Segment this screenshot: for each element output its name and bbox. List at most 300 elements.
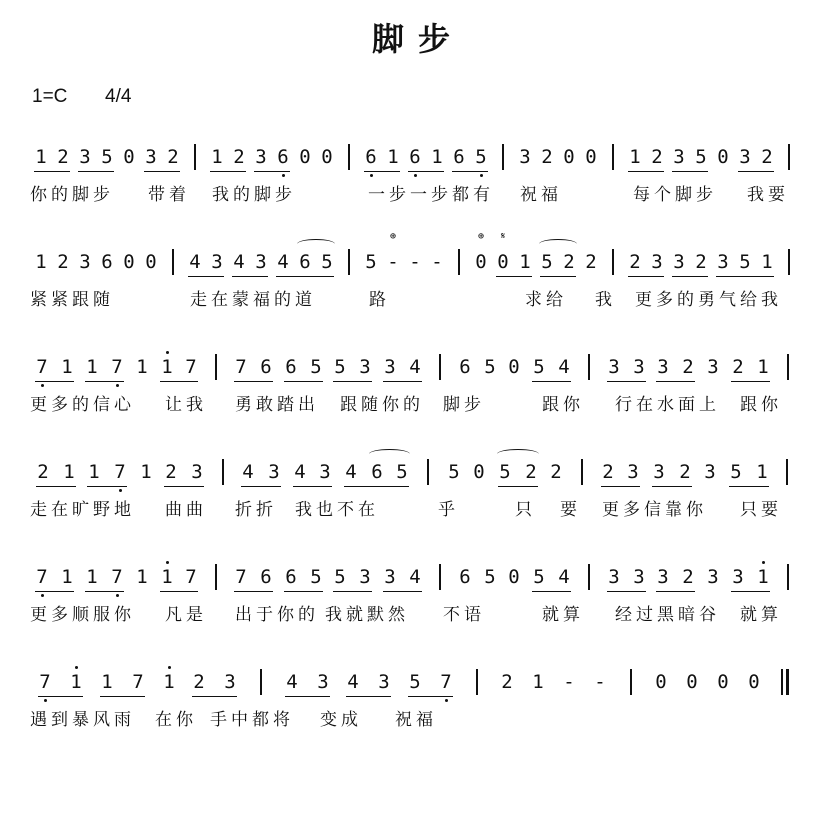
bar-line [439,354,441,380]
note: 2 [501,671,513,693]
note: 3 [717,251,729,273]
note: - [431,251,443,273]
note: 1 [86,356,98,378]
lyric-phrase: 让我 [165,395,207,415]
note: 1 [161,566,173,588]
note: 6 [409,146,421,168]
note: 1 [63,461,75,483]
lyric-phrase: 脚步 [443,395,485,415]
lyric-phrase: 我要 [747,185,789,205]
low-octave-dot [480,174,483,177]
score-line [30,140,815,220]
beam-underline [160,381,198,382]
beam-underline [285,696,330,697]
note: 3 [608,566,620,588]
bar-line [439,564,441,590]
note: - [409,251,421,273]
note: 5 [101,146,113,168]
note: 2 [732,356,744,378]
bar-line [427,459,429,485]
beam-underline [628,171,664,172]
note: 2 [550,461,562,483]
note: 3 [519,146,531,168]
bar-line [502,144,504,170]
note: 3 [384,566,396,588]
note: 3 [319,461,331,483]
lyric-phrase: 乎 [438,500,459,520]
note: 0 [655,671,667,693]
note: 6 [101,251,113,273]
high-octave-dot [166,351,169,354]
lyric-phrase: 你的脚步 [30,185,114,205]
note: 5 [533,356,545,378]
bar-line [612,249,614,275]
note: 0 [563,146,575,168]
note: 2 [679,461,691,483]
lyric-phrase: 祝福 [395,710,437,730]
high-octave-dot [762,561,765,564]
note: 5 [739,251,751,273]
bar-line [172,249,174,275]
notation-line [30,665,815,699]
beam-underline [78,171,114,172]
beam-underline [164,486,204,487]
lyric-phrase: 更多的信心 [30,395,135,415]
beam-underline [601,486,640,487]
lyrics-line [30,180,815,208]
note: 2 [57,251,69,273]
low-octave-dot [370,174,373,177]
bar-line [348,249,350,275]
beam-underline [35,591,74,592]
bar-line [786,459,788,485]
beam-underline [383,381,422,382]
beam-underline [364,171,400,172]
note: 2 [233,146,245,168]
low-octave-dot [119,489,122,492]
lyric-phrase: 折折 [235,500,277,520]
beam-underline [408,171,444,172]
beam-underline [234,591,273,592]
note: 1 [519,251,531,273]
lyric-phrase: 就算 [740,605,782,625]
note: 3 [633,566,645,588]
beam-underline [87,486,127,487]
lyrics-line [30,705,815,733]
lyric-phrase: 一步一步都有 [368,185,494,205]
note: 3 [224,671,236,693]
beam-underline [85,381,124,382]
note: 6 [371,461,383,483]
note: 0 [145,251,157,273]
note: 3 [651,251,663,273]
lyric-phrase: 更多的勇气给我 [635,290,782,310]
low-octave-dot [282,174,285,177]
notation-line [30,455,815,489]
note: 4 [409,356,421,378]
note: 3 [673,251,685,273]
note: 5 [533,566,545,588]
low-octave-dot [445,699,448,702]
note: 4 [286,671,298,693]
beam-underline [241,486,281,487]
note: 3 [378,671,390,693]
note: 2 [525,461,537,483]
note: 5 [310,356,322,378]
note: 3 [608,356,620,378]
note: 6 [277,146,289,168]
note: 3 [657,566,669,588]
note: 3 [384,356,396,378]
beam-underline [532,591,571,592]
beam-underline [656,591,695,592]
bar-line [348,144,350,170]
high-octave-dot [168,666,171,669]
note: 3 [627,461,639,483]
note: 7 [132,671,144,693]
note: 1 [70,671,82,693]
note: 0 [123,146,135,168]
note: 6 [459,566,471,588]
beam-underline [234,381,273,382]
navigation-mark: ⊕ [389,231,397,242]
note: 0 [508,566,520,588]
low-octave-dot [41,594,44,597]
note: 0 [717,146,729,168]
beam-underline [532,381,571,382]
note: 2 [629,251,641,273]
note: 5 [334,356,346,378]
low-octave-dot [44,699,47,702]
beam-underline [346,696,391,697]
note: 1 [35,251,47,273]
beam-underline [188,276,224,277]
beam-underline [160,591,198,592]
beam-underline [729,486,769,487]
lyric-phrase: 每个脚步 [633,185,717,205]
note: 2 [37,461,49,483]
lyric-phrase: 带着 [148,185,190,205]
beam-underline [731,591,770,592]
high-octave-dot [166,561,169,564]
note: 0 [585,146,597,168]
note: 2 [563,251,575,273]
lyric-phrase: 祝福 [520,185,562,205]
note: 0 [321,146,333,168]
high-octave-dot [75,666,78,669]
note: 7 [440,671,452,693]
note: 3 [704,461,716,483]
slur-arc [369,449,410,459]
beam-underline [100,696,145,697]
bar-line [260,669,262,695]
bar-line [215,564,217,590]
beam-underline [192,696,237,697]
note: 6 [260,356,272,378]
beam-underline [607,591,646,592]
score-line [30,231,815,325]
lyric-phrase: 不语 [443,605,485,625]
note: 0 [717,671,729,693]
beam-underline [672,276,708,277]
beam-underline [36,486,76,487]
low-octave-dot [116,384,119,387]
note: 3 [359,356,371,378]
note: 5 [484,356,496,378]
lyric-phrase: 只 [515,500,536,520]
note: 0 [508,356,520,378]
beam-underline [628,276,664,277]
note: 4 [277,251,289,273]
note: 1 [61,356,73,378]
note: 7 [185,566,197,588]
note: 7 [235,356,247,378]
navigation-mark: 𝄋 [500,231,506,242]
note: 5 [484,566,496,588]
note: 1 [101,671,113,693]
beam-underline [607,381,646,382]
note: 5 [409,671,421,693]
lyrics-line [30,600,815,628]
note: 4 [558,356,570,378]
note: 1 [35,146,47,168]
note: 5 [730,461,742,483]
bar-line [222,459,224,485]
beam-underline [540,276,576,277]
note: 3 [79,251,91,273]
bar-line [788,144,790,170]
note: 7 [114,461,126,483]
notation-line [30,560,815,594]
note: 4 [347,671,359,693]
lyric-phrase: 路 [369,290,390,310]
note: 5 [475,146,487,168]
note: 7 [39,671,51,693]
bar-line [787,564,789,590]
beam-underline [672,171,708,172]
bar-line [612,144,614,170]
note: 2 [682,356,694,378]
note: 7 [36,566,48,588]
note: 3 [657,356,669,378]
note: 5 [396,461,408,483]
note: 1 [757,566,769,588]
note: 4 [242,461,254,483]
note: 5 [310,566,322,588]
bar-line [458,249,460,275]
note: - [594,671,606,693]
note: 1 [161,356,173,378]
note: 3 [359,566,371,588]
note: - [563,671,575,693]
notation-line [30,231,815,279]
note: 2 [695,251,707,273]
note: 3 [732,566,744,588]
page-title: 脚步 [371,20,464,58]
note: 6 [285,356,297,378]
beam-underline [731,381,770,382]
beam-underline [144,171,180,172]
note: 5 [365,251,377,273]
note: - [387,251,399,273]
note: 0 [497,251,509,273]
note: 3 [255,146,267,168]
note: 1 [86,566,98,588]
note: 2 [165,461,177,483]
lyric-phrase: 经过黑暗谷 [615,605,720,625]
beam-underline [344,486,409,487]
lyric-phrase: 跟你 [542,395,584,415]
note: 3 [707,566,719,588]
note: 2 [761,146,773,168]
lyric-phrase: 跟随你的 [340,395,424,415]
note: 1 [757,356,769,378]
note: 1 [136,566,148,588]
bar-line [788,249,790,275]
note: 2 [167,146,179,168]
beam-underline [210,171,246,172]
note: 7 [36,356,48,378]
note: 5 [321,251,333,273]
note: 3 [79,146,91,168]
lyric-phrase: 手中都将 [210,710,294,730]
low-octave-dot [41,384,44,387]
bar-line [630,669,632,695]
note: 3 [317,671,329,693]
note: 3 [255,251,267,273]
bar-line [215,354,217,380]
note: 2 [585,251,597,273]
note: 6 [285,566,297,588]
beam-underline [738,171,774,172]
note: 3 [673,146,685,168]
score-line [30,350,815,430]
note: 5 [499,461,511,483]
lyric-phrase: 我就默然 [325,605,409,625]
beam-underline [408,696,453,697]
bar-line [787,354,789,380]
note: 1 [140,461,152,483]
slur-arc [539,239,577,249]
bar-line [476,669,478,695]
note: 1 [431,146,443,168]
beam-underline [383,591,422,592]
key-signature: 1=C [32,86,68,107]
beam-underline [284,381,323,382]
note: 3 [145,146,157,168]
note: 1 [756,461,768,483]
note: 3 [633,356,645,378]
low-octave-dot [414,174,417,177]
beam-underline [333,591,372,592]
note: 6 [453,146,465,168]
note: 1 [211,146,223,168]
lyrics-line [30,390,815,418]
bar-line [588,564,590,590]
beam-underline [254,171,290,172]
note: 7 [111,566,123,588]
bar-line [588,354,590,380]
note: 0 [123,251,135,273]
lyric-phrase: 出于你的 [235,605,319,625]
lyric-phrase: 更多顺服你 [30,605,135,625]
beam-underline [716,276,774,277]
lyric-phrase: 紧紧跟随 [30,290,114,310]
beam-underline [498,486,538,487]
beam-underline [656,381,695,382]
note: 1 [387,146,399,168]
lyric-phrase: 凡是 [165,605,207,625]
note: 6 [365,146,377,168]
slur-arc [497,449,539,459]
lyric-phrase: 求给 [525,290,567,310]
note: 4 [409,566,421,588]
lyric-phrase: 遇到暴风雨 [30,710,135,730]
note: 1 [761,251,773,273]
note: 2 [57,146,69,168]
lyric-phrase: 勇敢踏出 [235,395,319,415]
beam-underline [38,696,83,697]
beam-underline [34,171,70,172]
note: 3 [739,146,751,168]
beam-underline [232,276,268,277]
note: 7 [185,356,197,378]
lyric-phrase: 行在水面上 [615,395,720,415]
note: 4 [189,251,201,273]
note: 1 [88,461,100,483]
lyric-phrase: 更多信靠你 [602,500,707,520]
score-line [30,665,815,745]
note: 0 [299,146,311,168]
lyric-phrase: 要 [560,500,581,520]
time-signature: 4/4 [105,86,132,107]
note: 4 [345,461,357,483]
lyric-phrase: 我的脚步 [212,185,296,205]
note: 1 [61,566,73,588]
note: 4 [233,251,245,273]
note: 3 [707,356,719,378]
note: 5 [695,146,707,168]
lyric-phrase: 在你 [155,710,197,730]
lyric-phrase: 就算 [542,605,584,625]
notation-line [30,140,815,174]
note: 5 [334,566,346,588]
note: 3 [211,251,223,273]
note: 1 [136,356,148,378]
note: 6 [459,356,471,378]
beam-underline [85,591,124,592]
lyric-phrase: 曲曲 [165,500,207,520]
beam-underline [293,486,332,487]
note: 1 [163,671,175,693]
note: 3 [653,461,665,483]
lyrics-line [30,285,815,313]
low-octave-dot [116,594,119,597]
note: 5 [541,251,553,273]
note: 2 [193,671,205,693]
notation-line [30,350,815,384]
beam-underline [35,381,74,382]
lyric-phrase: 跟你 [740,395,782,415]
lyric-phrase: 我 [595,290,616,310]
note: 4 [294,461,306,483]
score-line [30,455,815,535]
note: 2 [541,146,553,168]
note: 2 [682,566,694,588]
note: 1 [629,146,641,168]
beam-underline [652,486,692,487]
note: 0 [475,251,487,273]
